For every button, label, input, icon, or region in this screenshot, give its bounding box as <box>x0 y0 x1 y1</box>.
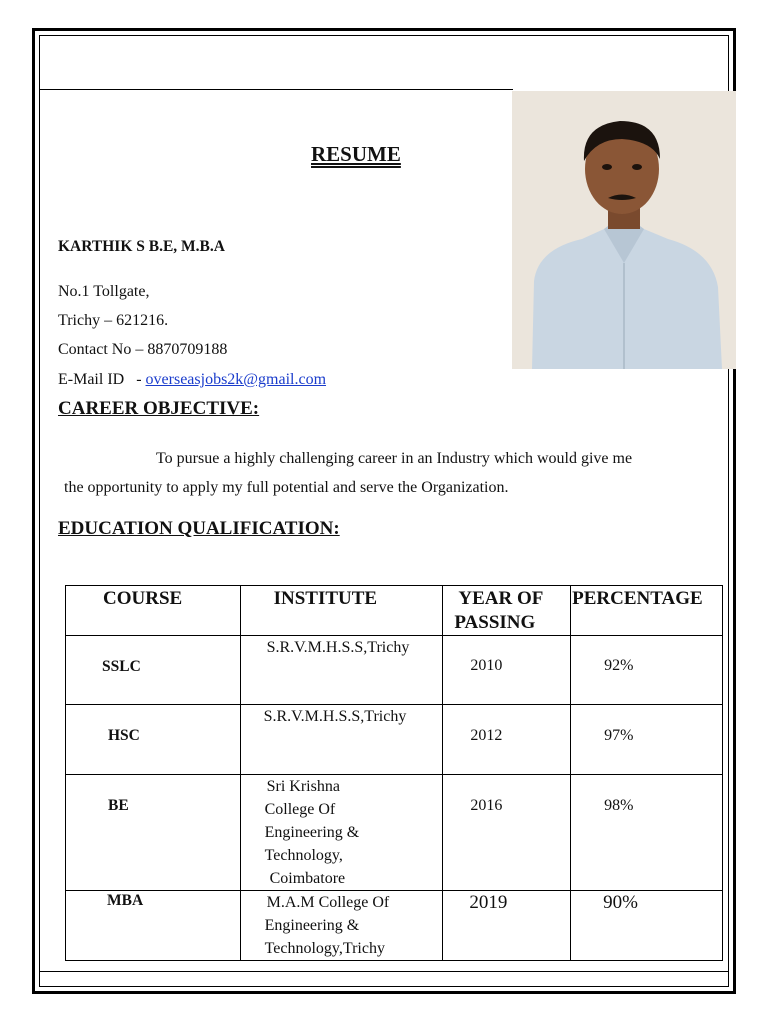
career-objective-text <box>64 444 714 502</box>
course-cell: BE <box>108 797 129 814</box>
course-cell: MBA <box>107 892 144 909</box>
percentage-cell: 98% <box>604 797 634 814</box>
col-header-year-line2: PASSING <box>454 612 536 633</box>
course-cell: SSLC <box>102 658 141 675</box>
footer-rule <box>39 971 729 972</box>
table-row <box>66 891 723 961</box>
table-row <box>66 775 723 891</box>
header-rule <box>39 89 513 90</box>
education-heading: EDUCATION QUALIFICATION: <box>58 518 340 539</box>
table-header-row <box>66 586 723 636</box>
institute-cell: Sri Krishna College Of Engineering & Technology, Coimbatore <box>264 778 360 887</box>
col-header-course: COURSE <box>66 586 241 636</box>
year-cell: 2016 <box>470 797 503 814</box>
institute-cell: S.R.V.M.H.S.S,Trichy <box>263 708 407 725</box>
year-cell: 2012 <box>470 727 503 744</box>
address-line-2: Trichy – 621216. <box>58 312 169 329</box>
col-header-year <box>443 586 571 636</box>
email-link[interactable]: overseasjobs2k@gmail.com <box>145 371 327 388</box>
year-cell: 2019 <box>469 892 508 913</box>
col-header-year-line1: YEAR OF <box>458 588 544 609</box>
col-header-institute: INSTITUTE <box>240 586 443 636</box>
career-objective-heading: CAREER OBJECTIVE: <box>58 398 260 419</box>
institute-cell: S.R.V.M.H.S.S,Trichy <box>266 639 410 656</box>
table-row <box>66 636 723 705</box>
email-row <box>58 371 326 389</box>
col-header-percentage: PERCENTAGE <box>571 586 723 636</box>
address-line-1: No.1 Tollgate, <box>58 283 150 300</box>
resume-title: RESUME <box>311 142 401 166</box>
percentage-cell: 97% <box>604 727 634 744</box>
profile-photo <box>512 91 736 369</box>
contact-number: Contact No – 8870709188 <box>58 341 228 358</box>
email-label: E-Mail ID - <box>58 371 142 388</box>
table-row <box>66 705 723 775</box>
objective-line-2: the opportunity to apply my full potential and serve the Organization. <box>64 479 509 496</box>
institute-cell: M.A.M College Of Engineering & Technology,Trichy <box>264 894 390 957</box>
course-cell: HSC <box>108 727 140 744</box>
percentage-cell: 90% <box>603 892 638 913</box>
objective-line-1: To pursue a highly challenging career in an Industry which would give me <box>156 450 633 467</box>
year-cell: 2010 <box>470 657 503 674</box>
education-table <box>65 585 723 961</box>
candidate-name: KARTHIK S B.E, M.B.A <box>58 238 225 255</box>
percentage-cell: 92% <box>604 657 634 674</box>
